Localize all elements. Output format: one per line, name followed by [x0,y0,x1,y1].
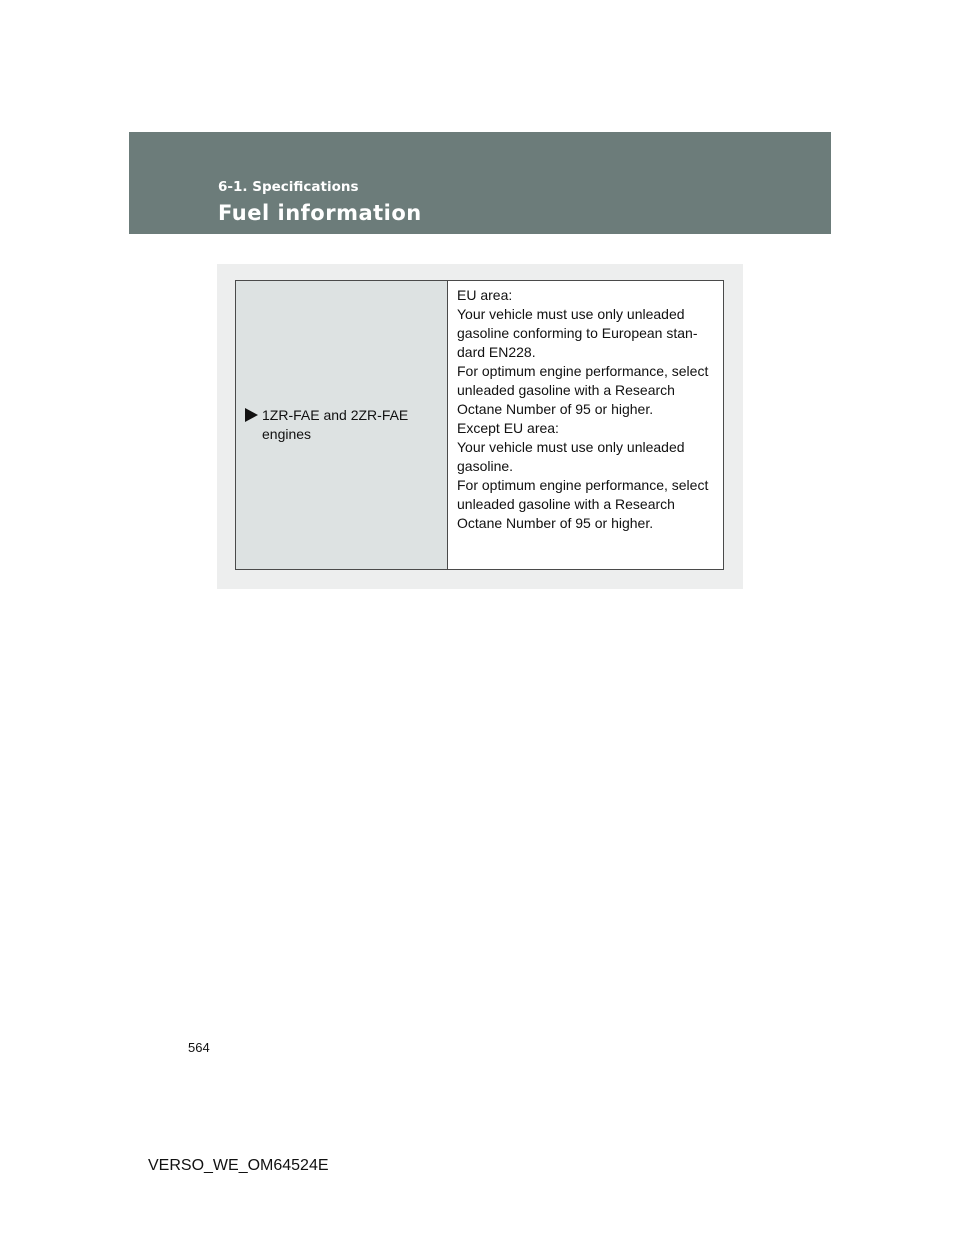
right-pointer-icon [245,408,258,422]
section-label: 6-1. Specifications [218,179,359,195]
engine-cell [236,281,448,569]
eu-area-heading: EU area: [457,287,513,303]
engine-label-row [236,406,422,444]
document-code: VERSO_WE_OM64524E [148,1157,329,1174]
fuel-spec-table [235,280,724,570]
eu-octane-recommendation: For optimum engine performance, select unleaded gasoline with a Research Octane Number of 95 or higher. [457,363,709,417]
non-eu-area-heading: Except EU area: [457,420,559,436]
eu-fuel-requirement: Your vehicle must use only unleaded gasoline conforming to European stan-dard EN228. [457,306,698,360]
engine-label: 1ZR-FAE and 2ZR-FAE engines [262,407,409,442]
page-title: Fuel information [218,201,422,225]
fuel-description-cell [448,281,723,569]
page-number: 564 [188,1040,210,1055]
non-eu-octane-recommendation: For optimum engine performance, select unleaded gasoline with a Research Octane Number of 95 or higher. [457,477,709,531]
non-eu-fuel-requirement: Your vehicle must use only unleaded gasoline. [457,439,685,474]
